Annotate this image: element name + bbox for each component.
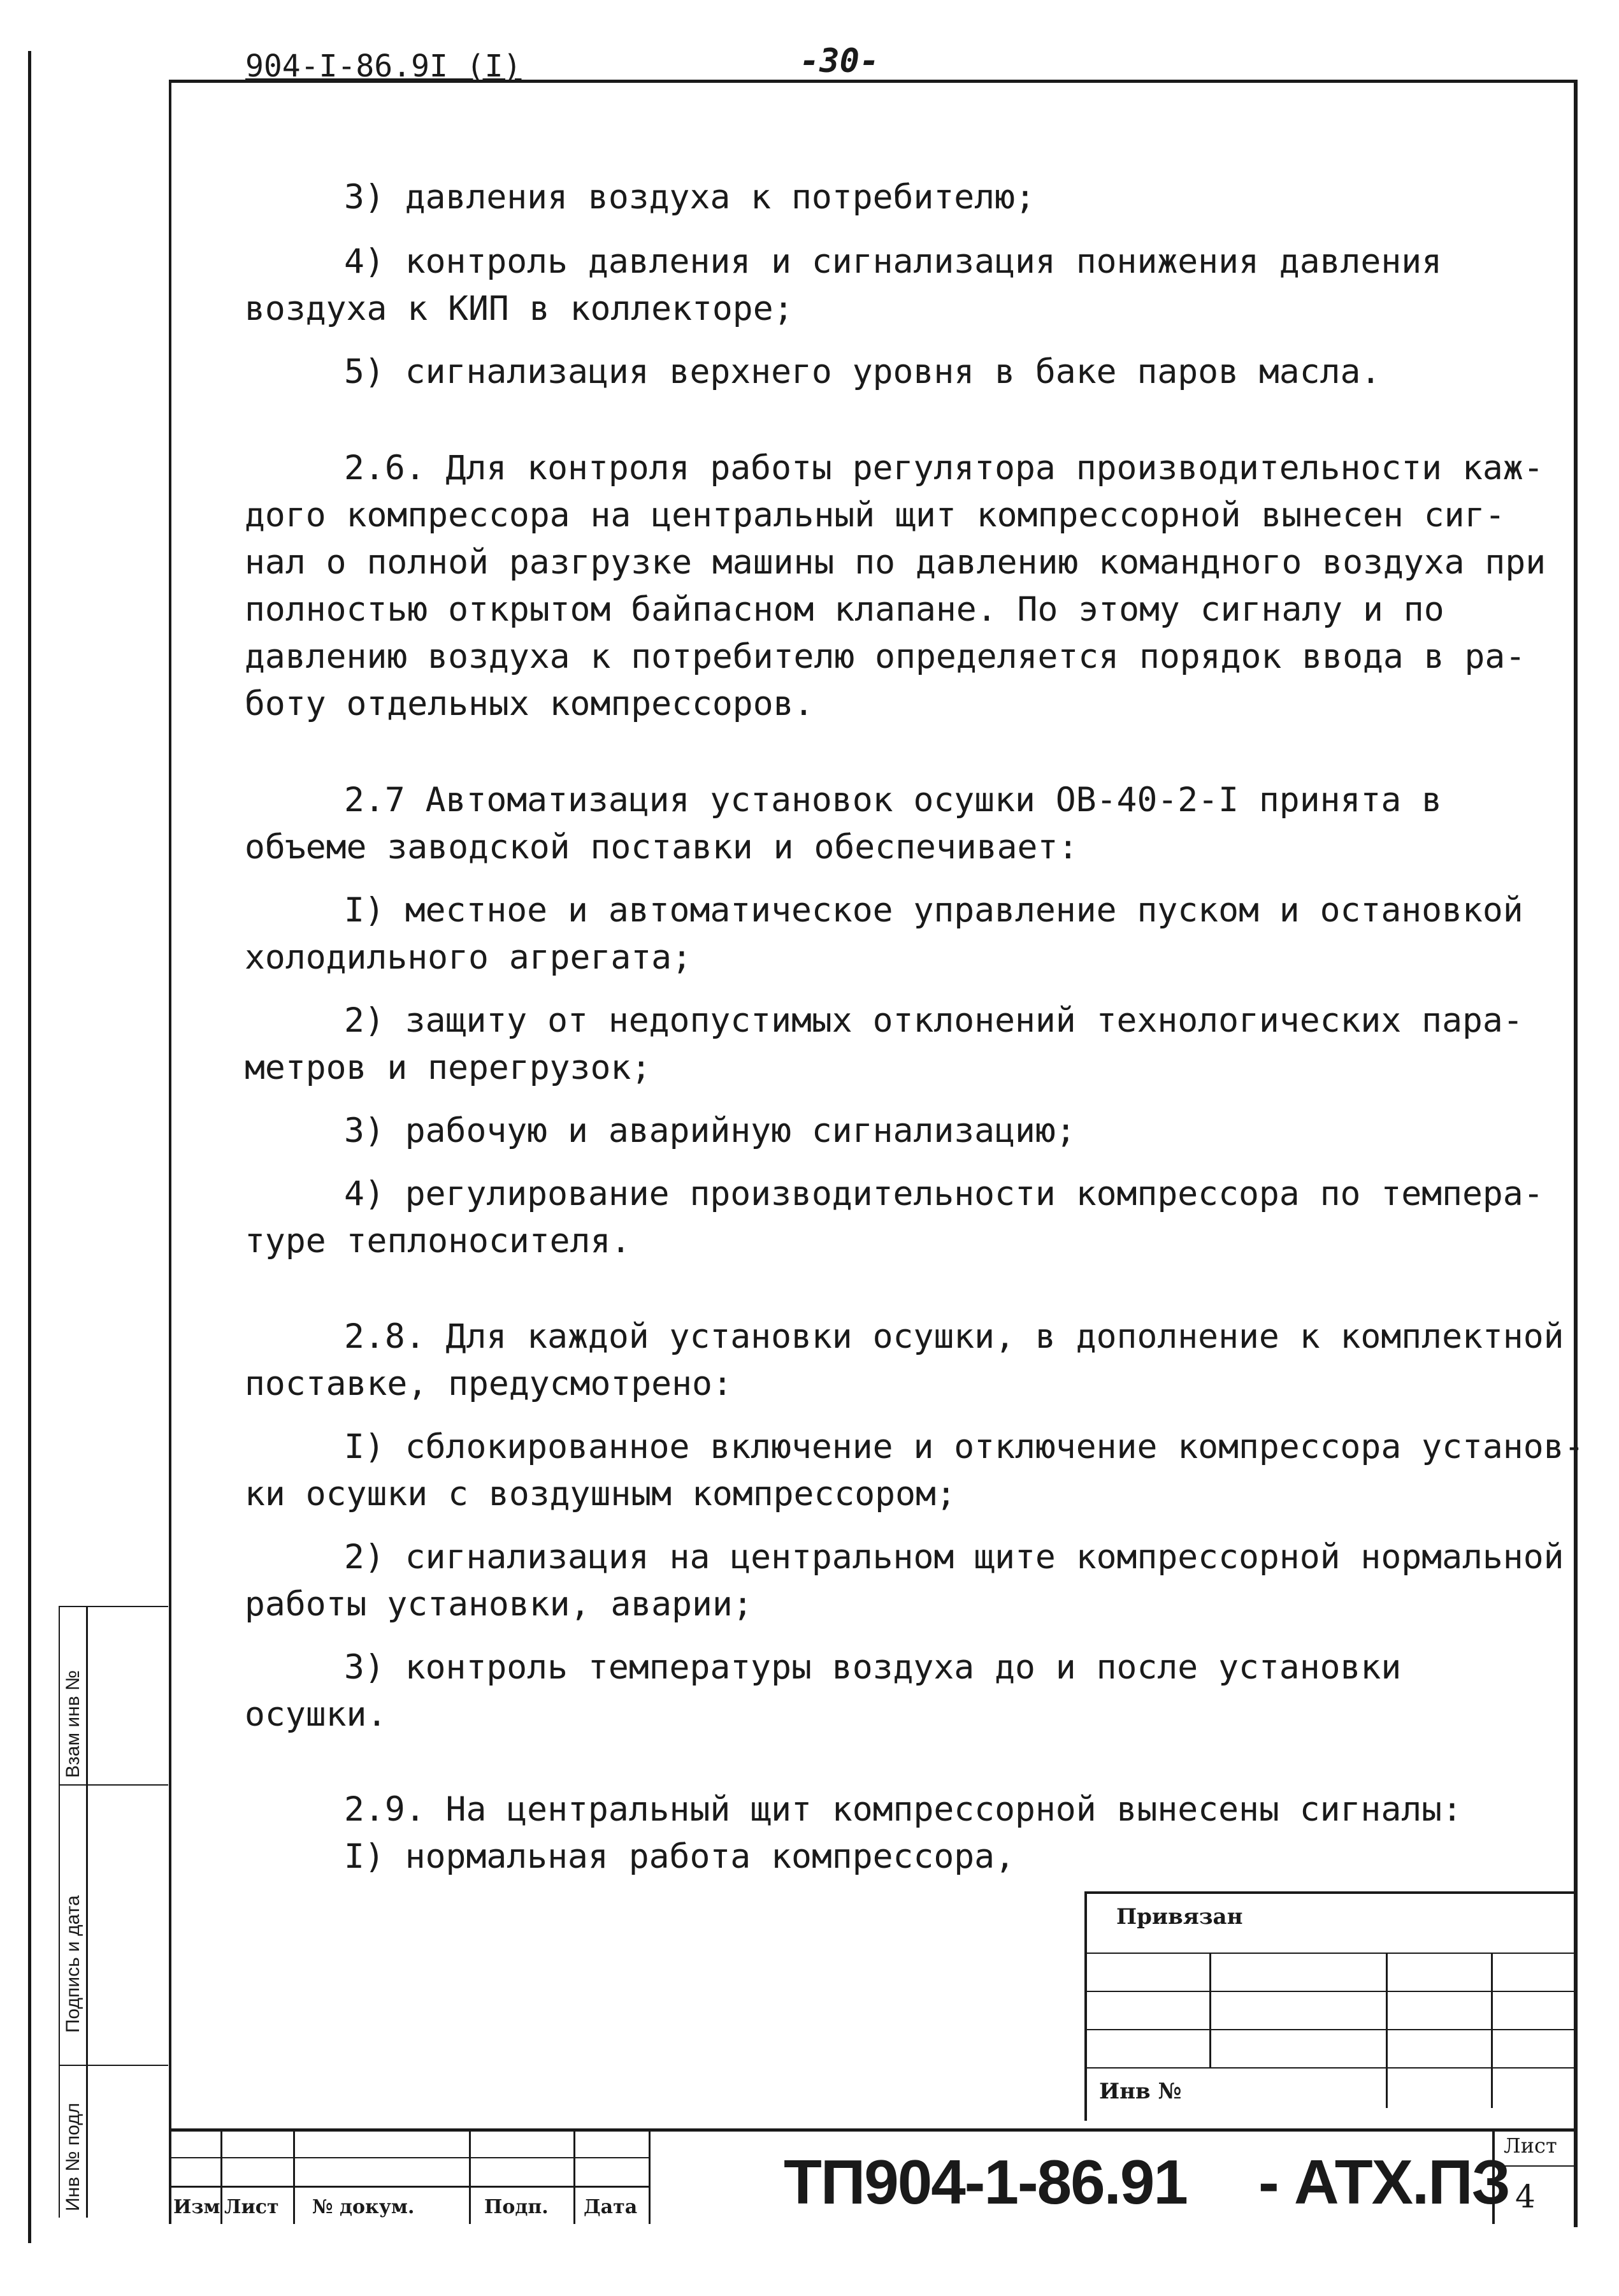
- text-line: 2) защиту от недопустимых отклонений технологических пара-: [344, 1001, 1523, 1040]
- titleblock-col-1: [220, 2128, 222, 2224]
- col-doc: № докум.: [312, 2196, 415, 2218]
- text-line: туре теплоносителя.: [245, 1222, 631, 1260]
- designation-right: - АТХ.ПЗ: [1258, 2147, 1510, 2217]
- col-izm: Изм: [173, 2196, 220, 2218]
- text-line: осушки.: [245, 1695, 387, 1734]
- binding-row-3: [1084, 2029, 1575, 2030]
- margin-vzam-inv: Взам инв №: [62, 1670, 83, 1778]
- text-line: поставке, предусмотрено:: [245, 1364, 733, 1403]
- binding-left: [1084, 1891, 1087, 2121]
- margin-sep-2: [59, 2065, 168, 2066]
- text-line: давлению воздуха к потребителю определяется порядок ввода в ра-: [245, 637, 1526, 676]
- binding-title: Привязан: [1116, 1904, 1243, 1930]
- text-line: I) местное и автоматическое управление пуском и остановкой: [344, 891, 1523, 930]
- text-line: воздуха к КИП в коллекторе;: [245, 289, 794, 328]
- page-edge-line: [28, 51, 31, 2243]
- text-line: 4) регулирование производительности компрессора по темпера-: [344, 1174, 1544, 1213]
- frame-left: [169, 80, 171, 2224]
- binding-inv-label: Инв №: [1099, 2079, 1182, 2104]
- text-line: метров и перегрузок;: [245, 1048, 652, 1087]
- text-line: 3) контроль температуры воздуха до и после установки: [344, 1648, 1402, 1687]
- text-line: 2.6. Для контроля работы регулятора производительности каж-: [344, 449, 1544, 487]
- binding-col-1: [1209, 1953, 1211, 2067]
- frame-right: [1574, 80, 1578, 2227]
- col-data: Дата: [584, 2196, 638, 2218]
- text-line: 3) давления воздуха к потребителю;: [344, 178, 1035, 217]
- titleblock-col-3: [469, 2128, 471, 2224]
- margin-inv-podl: Инв № подл: [62, 2102, 83, 2211]
- text-line: 5) сигнализация верхнего уровня в баке паров масла.: [344, 352, 1381, 391]
- margin-sep-0: [59, 1606, 168, 1607]
- titleblock-col-5: [649, 2128, 651, 2224]
- text-line: I) нормальная работа компрессора,: [344, 1837, 1015, 1876]
- text-line: ки осушки с воздушным компрессором;: [245, 1475, 956, 1513]
- margin-podpis-data: Подпись и дата: [62, 1895, 83, 2033]
- binding-row-1: [1084, 1953, 1575, 1954]
- text-line: дого компрессора на центральный щит компрессорной вынесен сиг-: [245, 496, 1506, 535]
- col-list: Лист: [224, 2196, 279, 2218]
- titleblock-row-1: [171, 2157, 650, 2158]
- text-line: I) сблокированное включение и отключение компрессора установ-: [344, 1427, 1585, 1466]
- text-line: 3) рабочую и аварийную сигнализацию;: [344, 1111, 1076, 1150]
- text-line: 2.9. На центральный щит компрессорной вынесены сигналы:: [344, 1790, 1462, 1829]
- sheet-number: 4: [1515, 2178, 1536, 2215]
- text-line: холодильного агрегата;: [245, 938, 692, 977]
- text-line: боту отдельных компрессоров.: [245, 684, 814, 723]
- text-line: 2.7 Автоматизация установок осушки ОВ-40-2-I принята в: [344, 781, 1443, 819]
- sheet-label: Лист: [1504, 2134, 1557, 2158]
- col-podp: Подп.: [484, 2196, 549, 2218]
- titleblock-row-2: [171, 2186, 650, 2188]
- text-line: 2.8. Для каждой установки осушки, в дополнение к комплектной: [344, 1317, 1564, 1356]
- margin-box-left: [59, 1606, 60, 2218]
- binding-row-2: [1084, 1991, 1575, 1992]
- binding-row-4: [1084, 2067, 1575, 2069]
- binding-col-3: [1491, 1953, 1493, 2108]
- titleblock-top: [171, 2128, 1575, 2132]
- titleblock-col-4: [573, 2128, 575, 2224]
- doc-code: 904-I-86.9I (I): [245, 48, 522, 84]
- binding-col-2: [1386, 1953, 1388, 2108]
- margin-sep-1: [59, 1784, 168, 1786]
- text-line: объеме заводской поставки и обеспечивает:: [245, 828, 1079, 867]
- text-line: 2) сигнализация на центральном щите компрессорной нормальной: [344, 1538, 1564, 1577]
- text-line: 4) контроль давления и сигнализация понижения давления: [344, 242, 1443, 281]
- text-line: нал о полной разгрузке машины по давлению командного воздуха при: [245, 543, 1546, 582]
- margin-box-right: [86, 1606, 88, 2218]
- page-mark: -30-: [800, 42, 880, 80]
- text-line: полностью открытом байпасном клапане. По этому сигналу и по: [245, 590, 1444, 629]
- text-line: работы установки, аварии;: [245, 1585, 753, 1624]
- designation-left: ТП904-1-86.91: [784, 2147, 1187, 2217]
- binding-top: [1084, 1891, 1575, 1894]
- titleblock-col-2: [293, 2128, 295, 2224]
